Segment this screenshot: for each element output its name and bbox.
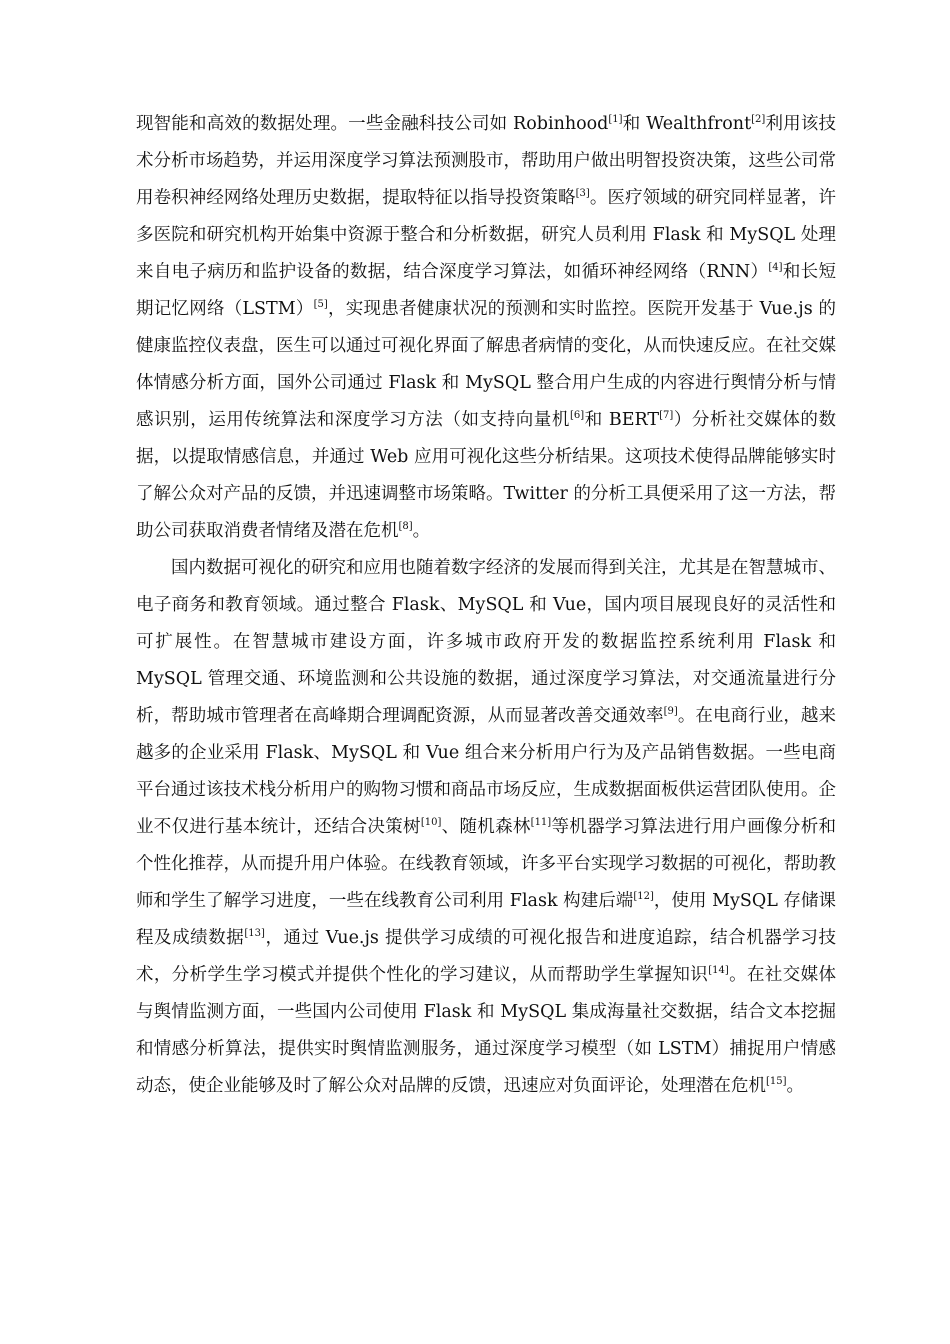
paragraph-2 xyxy=(136,550,836,1105)
citation-marker: [1] xyxy=(608,114,623,126)
citation-marker: [15] xyxy=(766,1076,787,1088)
text-run: ，使用 MySQL 存储课程及成绩数据 xyxy=(136,891,837,948)
citation-marker: [3] xyxy=(575,188,590,200)
text-run: ，通过 Vue.js 提供学习成绩的可视化报告和进度追踪，结合机器学习技术，分析学生学习模式并提供个性化的学习建议，从而帮助学生掌握知识 xyxy=(136,928,836,985)
text-run: 利用该技术分析市场趋势，并运用深度学习算法预测股市，帮助用户做出明智投资决策，这些公司常用卷积神经网络处理历史数据，提取特征以指导投资策略 xyxy=(136,114,837,208)
citation-marker: [6] xyxy=(569,410,585,422)
text-run: 。在社交媒体与舆情监测方面，一些国内公司使用 Flask 和 MySQL 集成海量社交数据，结合文本挖掘和情感分析算法，提供实时舆情监测服务，通过深度学习模型（如 LSTM）捕捉用户情感动态，使企业能够及时了解公众对品牌的反馈，迅速应对负面评论，处理潜在危机 xyxy=(136,965,837,1096)
citation-marker: [13] xyxy=(244,928,265,940)
text-run: 和长短期记忆网络（LSTM） xyxy=(136,262,836,319)
text-run: 。 xyxy=(412,521,431,541)
text-run: 和 BERT xyxy=(584,410,660,430)
text-run: 。医疗领域的研究同样显著，许多医院和研究机构开始集中资源于整合和分析数据，研究人员利用 Flask 和 MySQL 处理来自电子病历和监护设备的数据，结合深度学习算法，如循环神经网络（RNN） xyxy=(136,188,837,282)
citation-marker: [5] xyxy=(313,299,328,311)
citation-marker: [2] xyxy=(751,114,766,126)
citation-marker: [4] xyxy=(768,262,783,274)
citation-marker: [11] xyxy=(530,817,552,829)
text-run: 。 xyxy=(786,1076,805,1096)
citation-marker: [12] xyxy=(633,891,654,903)
citation-marker: [9] xyxy=(663,706,678,718)
text-run: 。在电商行业，越来越多的企业采用 Flask、MySQL 和 Vue 组合来分析用户行为及产品销售数据。一些电商平台通过该技术栈分析用户的购物习惯和商品市场反应，生成数据面板供运营团队使用。企业不仅进行基本统计，还结合决策树 xyxy=(136,706,837,837)
text-run: ，实现患者健康状况的预测和实时监控。医院开发基于 Vue.js 的健康监控仪表盘，医生可以通过可视化界面了解患者病情的变化，从而快速反应。在社交媒体情感分析方面，国外公司通过 Flask 和 MySQL 整合用户生成的内容进行舆情分析与情感识别，运用传统算法和深度学习方法（如支持向量机 xyxy=(136,299,836,430)
citation-marker: [8] xyxy=(398,521,413,533)
text-run: 国内数据可视化的研究和应用也随着数字经济的发展而得到关注，尤其是在智慧城市、电子商务和教育领域。通过整合 Flask、MySQL 和 Vue，国内项目展现良好的灵活性和可扩展性。在智慧城市建设方面，许多城市政府开发的数据监控系统利用 Flask 和 MySQL 管理交通、环境监测和公共设施的数据，通过深度学习算法，对交通流量进行分析，帮助城市管理者在高峰期合理调配资源，从而显著改善交通效率 xyxy=(136,558,836,726)
citation-marker: [14] xyxy=(708,965,729,977)
citation-marker: [7] xyxy=(659,410,674,422)
text-run: 、随机森林 xyxy=(441,817,531,837)
paragraph-1 xyxy=(136,106,836,550)
text-run: ）分析社交媒体的数据，以提取情感信息，并通过 Web 应用可视化这些分析结果。这项技术使得品牌能够实时了解公众对产品的反馈，并迅速调整市场策略。Twitter 的分析工具便采用了这一方法，帮助公司获取消费者情绪及潜在危机 xyxy=(136,410,836,541)
text-run: 现智能和高效的数据处理。一些金融科技公司如 Robinhood xyxy=(136,114,609,134)
body-text xyxy=(136,106,836,1105)
text-run: 和 Wealthfront xyxy=(622,114,752,134)
citation-marker: [10] xyxy=(420,817,442,829)
text-run: 等机器学习算法进行用户画像分析和个性化推荐，从而提升用户体验。在线教育领域，许多平台实现学习数据的可视化，帮助教师和学生了解学习进度，一些在线教育公司利用 Flask 构建后端 xyxy=(136,817,837,911)
